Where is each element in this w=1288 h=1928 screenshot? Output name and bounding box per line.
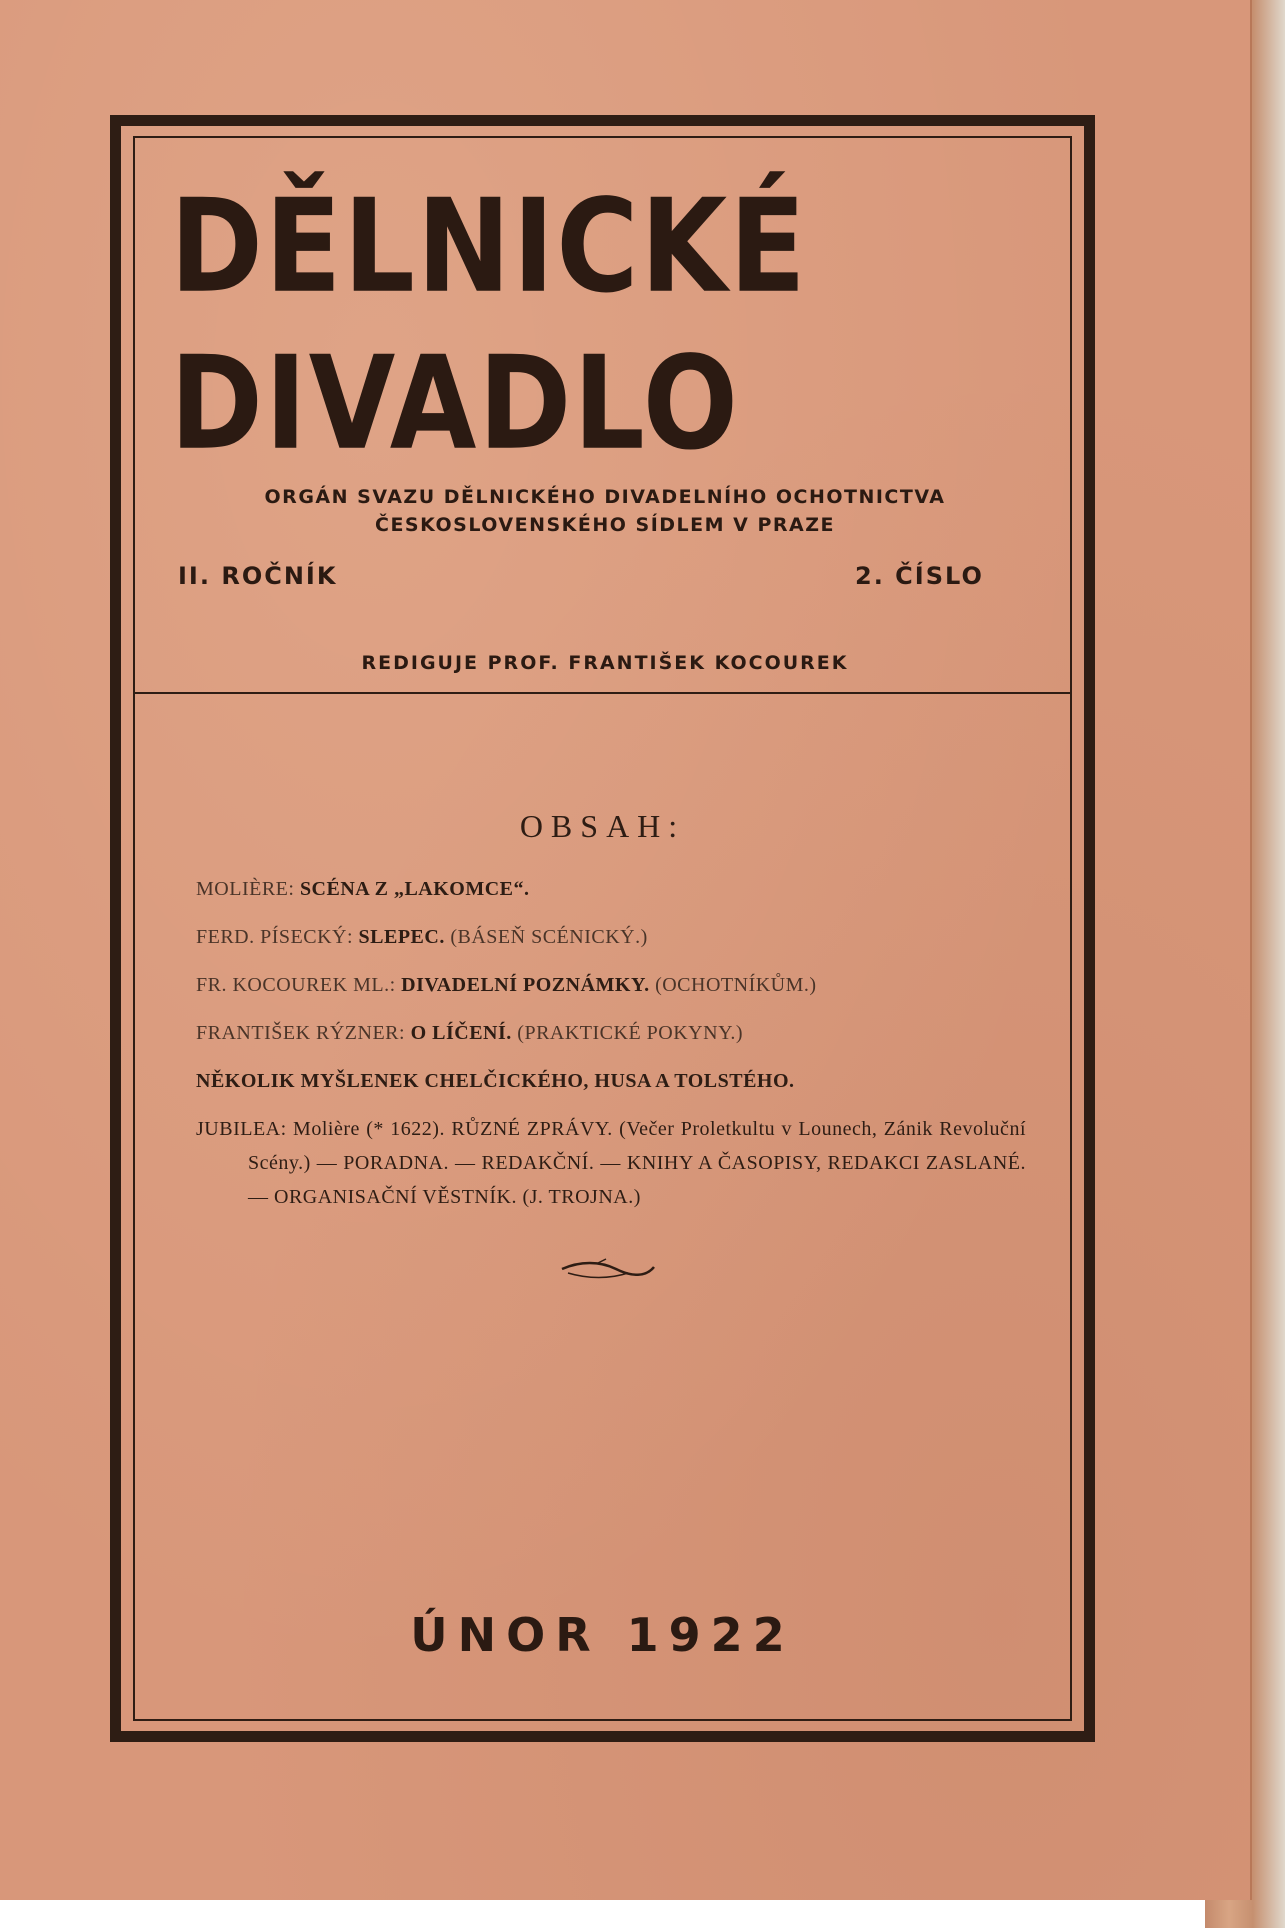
editor-line: REDIGUJE PROF. FRANTIŠEK KOCOUREK [361,652,849,674]
contents-entry [196,920,1026,954]
entry-note: (BÁSEŇ SCÉNICKÝ.) [450,926,648,948]
entry-author: MOLIÈRE: [196,878,295,900]
contents-entry [196,872,1026,906]
title-line-1: DĚLNICKÉ [170,172,808,322]
contents-heading: OBSAH: [519,808,686,844]
entry-note: (PRAKTICKÉ POKYNY.) [517,1022,744,1044]
contents-entry [196,968,1026,1002]
contents-entry-misc: JUBILEA: Molière (* 1622). RŮZNÉ ZPRÁVY. (Večer Proletkultu v Lounech, Zánik Revoluční Scény.) — PORADNA. — REDAKČNÍ. — KNIHY A ČASOPISY, REDAKCI ZASLANÉ. — ORGANISAČNÍ VĚSTNÍK. (J. TROJNA.) [196,1118,1026,1208]
entry-author: FRANTIŠEK RÝZNER: [196,1022,406,1044]
subtitle-line-2: ČESKOSLOVENSKÉHO SÍDLEM V PRAZE [375,514,835,536]
title-line-2: DIVADLO [170,329,740,479]
contents-list [196,872,1026,1228]
subtitle-line-1: ORGÁN SVAZU DĚLNICKÉHO DIVADELNÍHO OCHOTNICTVA [264,486,946,508]
contents-entry [196,1064,1026,1098]
volume-label: II. ROČNÍK [178,562,338,590]
header-divider [133,692,1072,694]
entry-work: O LÍČENÍ. [410,1022,512,1044]
entry-note: (OCHOTNÍKŮM.) [655,974,817,996]
issue-label: 2. ČÍSLO [855,562,984,590]
entry-work: SLEPEC. [358,926,445,948]
ornament-flourish [558,1255,658,1285]
issue-date: ÚNOR 1922 [410,1608,795,1662]
entry-work: SCÉNA Z „LAKOMCE“. [299,878,530,900]
entry-work: DIVADELNÍ POZNÁMKY. [401,974,650,996]
entry-work: NĚKOLIK MYŠLENEK CHELČICKÉHO, HUSA A TOLSTÉHO. [196,1070,795,1092]
entry-author: FR. KOCOUREK ML.: [196,974,396,996]
entry-author: FERD. PÍSECKÝ: [196,926,354,948]
contents-entry [196,1016,1026,1050]
